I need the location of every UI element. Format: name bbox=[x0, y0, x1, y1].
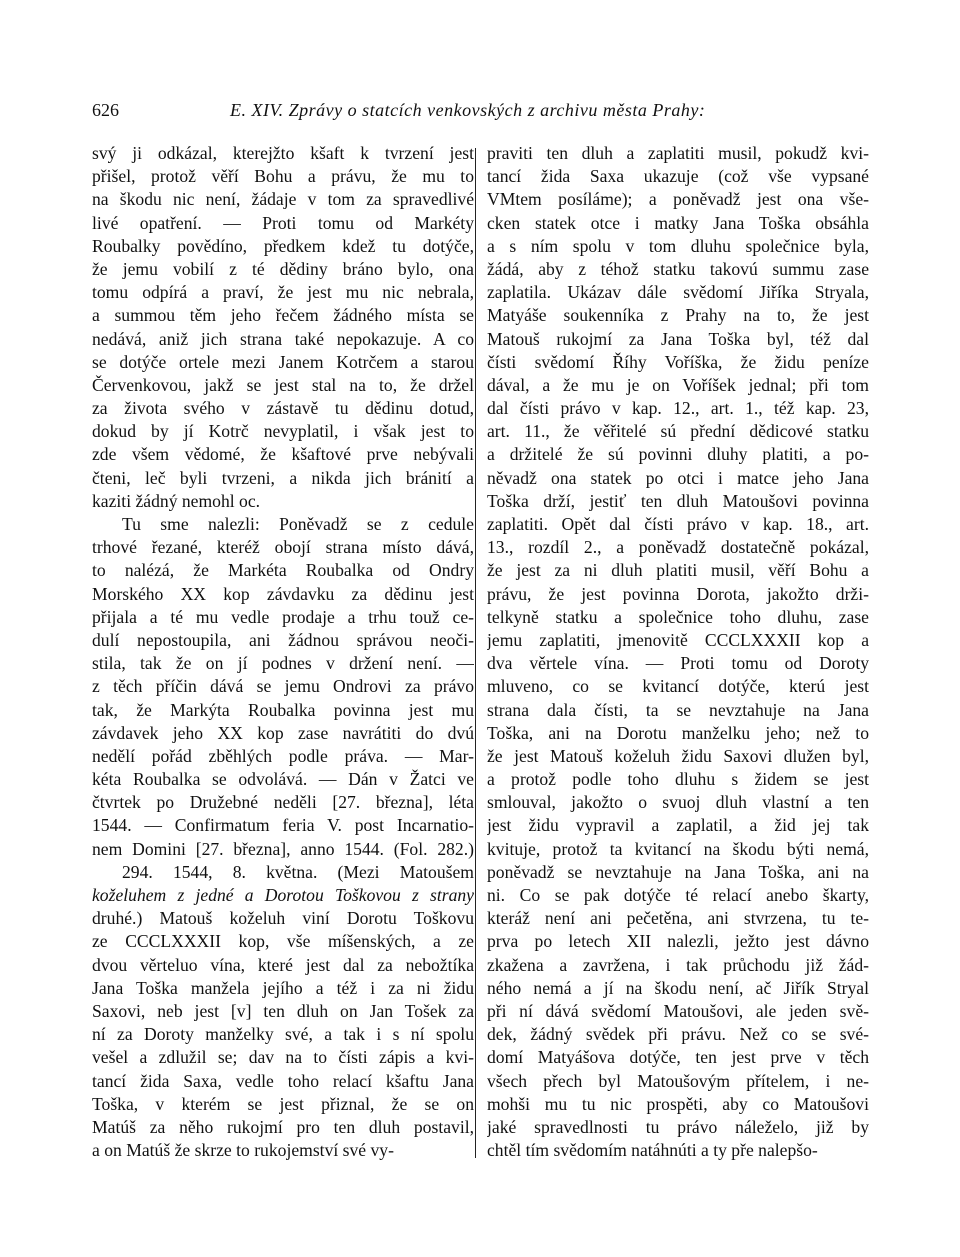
text-line: domí Matyášova dotýče, ten jest prve v těch bbox=[487, 1047, 869, 1068]
text-line: ni. Co se pak dotýče té relací anebo škarty, bbox=[487, 885, 869, 905]
text-line: poněvadž se nevztahuje na Jana Toška, ani na bbox=[487, 861, 869, 882]
text-line: zkažena a zavržena, i tak průchodu již žád- bbox=[487, 954, 869, 975]
text-line: dával, a že mu je on Voříšek jednal; při tom bbox=[487, 374, 869, 395]
text-line: se dotýče ortele mezi Janem Kotrčem a starou bbox=[92, 351, 474, 372]
text-line: čtvrtek po Družebné neděli [27. března], léta bbox=[92, 792, 474, 813]
text-line: Jana Toška manžela jejího a též i za ni židu bbox=[92, 977, 474, 998]
text-line: dulí nepostoupila, ani žádnou správou neoči- bbox=[92, 629, 474, 650]
text-line: ní za Doroty manželky své, a tak i s ní spolu bbox=[92, 1024, 474, 1045]
text-line: Roubalky povědíno, předkem kdež tu dotýče, bbox=[92, 235, 474, 256]
text-line: že jemu vobilí z té dědiny bráno bylo, ona bbox=[92, 258, 474, 279]
text-line: nem Domini [27. března], anno 1544. (Fol. 282.) bbox=[92, 838, 474, 859]
text-line: žádá, aby z téhož statku takovú summu zase bbox=[487, 258, 869, 279]
text-line: závdavek jeho XX kop zase navrátiti do dvú bbox=[92, 722, 474, 743]
text-line: nedělí pořád zběhlých podle práva. — Mar- bbox=[92, 745, 474, 766]
text-line: vešel a zdlužil se; dav na to čísti zápis a kvi- bbox=[92, 1047, 474, 1068]
text-line: z těch příčin dává se jemu Ondrovi za právo bbox=[92, 676, 474, 697]
text-line: Matyáše soukenníka z Prahy na to, že jest bbox=[487, 305, 869, 326]
text-line: Matouš rukojmí za Jana Toška byl, též dal bbox=[487, 328, 869, 349]
text-line: 294. 1544, 8. května. (Mezi Matoušem bbox=[122, 861, 474, 882]
text-line: ze CCCLXXXII kop, vše míšenských, a ze bbox=[92, 931, 474, 952]
text-line: a držitelé že sú povinni dluhy platiti, a po- bbox=[487, 444, 869, 465]
text-line: Červenkovou, jakž se jest stal na to, že držel bbox=[92, 374, 474, 395]
text-line: svý ji odkázal, kterejžto kšaft k tvrzení jest bbox=[92, 143, 474, 163]
text-line: kteráž není ani pečetěna, ani stvrzena, tu te- bbox=[487, 908, 869, 929]
text-line: Morského XX kop závdavku za dědinu jest bbox=[92, 583, 474, 604]
text-line: něvadž ona statek po otci i matce jeho Jana bbox=[487, 467, 869, 488]
text-line: všech přech byl Matoušovým přítelem, i ne- bbox=[487, 1070, 869, 1091]
text-line: dek, žádný svědek při právu. Než co se své- bbox=[487, 1024, 869, 1045]
text-line: tomu odpírá a praví, že jest mu nic nebrala, bbox=[92, 282, 474, 303]
text-line: na škodu nic není, žádaje v tom za spravedlivé bbox=[92, 189, 474, 210]
text-line: tancí žida Saxa ukazuje (což vše vypsané bbox=[487, 166, 869, 187]
text-line: a s ním spolu v tom dluhu společnice byla, bbox=[487, 235, 869, 256]
text-line: a summou těm jeho řečem žádného místa se bbox=[92, 305, 474, 326]
text-line: nedává, aniž jich strana také nepokazuje. A co bbox=[92, 328, 474, 349]
text-line: trhové řezané, kteréž obojí strana místo dává, bbox=[92, 537, 474, 558]
text-line: že jest za ni dluh platiti musil, věří Bohu a bbox=[487, 560, 869, 581]
text-line: 1544. — Confirmatum feria V. post Incarnatio- bbox=[92, 815, 474, 836]
text-line: jemu zaplatiti, jmenovitě CCCLXXXII kop a bbox=[487, 629, 869, 650]
text-line: přišel, protož věří Bohu a právu, že mu to bbox=[92, 166, 474, 187]
text-line: chtěl tím svědomím natáhnúti a ty pře nalepšo- bbox=[487, 1140, 818, 1161]
text-line: a protož podle toho dluhu s židem se jest bbox=[487, 769, 869, 790]
text-line: mluveno, co se kvitancí dotýče, kterú jest bbox=[487, 676, 869, 697]
text-line: kaziti žádný nemohl oc. bbox=[92, 490, 261, 511]
text-line: tancí žida Saxa, vedle toho relací kšaftu Jana bbox=[92, 1070, 474, 1091]
text-line: že jest Matouš koželuh židu Saxovi dlužen byl, bbox=[487, 745, 869, 766]
text-line: tak, že Markýta Roubalka povinna jest mu bbox=[92, 699, 474, 720]
text-line: art. 11., že věřitelé sú přední dědicové statku bbox=[487, 421, 869, 442]
page-number: 626 bbox=[92, 100, 119, 120]
text-line: při ní dává svědomí Matoušovi, ale jeden svě- bbox=[487, 1000, 869, 1021]
right-column bbox=[487, 142, 869, 1162]
text-line: cken statek otce i matky Jana Toška obsáhla bbox=[487, 212, 869, 233]
text-line: VMtem posíláme); a poněvadž jest ona vše- bbox=[487, 189, 869, 210]
text-line: čísti svědomí Říhy Voříška, že židu peníze bbox=[487, 351, 869, 372]
text-line: telkyně statku a společnice toho dluhu, zase bbox=[487, 606, 869, 627]
text-line: čteni, leč byli tvrzeni, a nikda jich bránití a bbox=[92, 467, 474, 488]
text-line: druhé.) Matouš koželuh viní Dorotu Toškovu bbox=[92, 908, 474, 929]
page-header bbox=[92, 100, 874, 128]
text-line: ného nemá a jí na škodu není, ač Jiřík Stryal bbox=[487, 977, 869, 998]
left-column bbox=[92, 142, 474, 1162]
text-line: smlouval, jakožto o svuoj dluh vlastní a ten bbox=[487, 792, 869, 813]
text-line: dvou věrteluo vína, které jest dal za nebožtíka bbox=[92, 954, 474, 975]
text-line: za života svého v zástavě tu dědinu dotud, bbox=[92, 398, 474, 419]
text-line: praviti ten dluh a zaplatiti musil, pokudž kvi- bbox=[487, 143, 869, 163]
text-line: dal čísti právo v kap. 12., art. 1., též kap. 23, bbox=[487, 398, 869, 419]
text-line: jest židu vypravil a zaplatil, a žid jej tak bbox=[487, 815, 869, 836]
text-line: zaplatiti. Opět dal čísti právo v kap. 18., art. bbox=[487, 514, 869, 534]
text-line: mohši mu tu nic prospěti, aby co Matoušovi bbox=[487, 1093, 869, 1114]
text-line: Tu sme nalezli: Poněvadž se z cedule bbox=[122, 514, 474, 534]
text-line: dva věrtele vína. — Proti tomu od Doroty bbox=[487, 653, 869, 674]
text-line: prva po letech XII nalezli, ježto jest dávno bbox=[487, 931, 869, 952]
text-line: 13., rozdíl 2., a poněvadž dostatečně pokázal, bbox=[487, 537, 869, 558]
text-line: strana dala čísti, ta se nevztahuje na Jana bbox=[487, 699, 869, 720]
text-line: Toška drží, jestiť ten dluh Matoušovi povinna bbox=[487, 490, 869, 511]
text-line: stila, tak že on jí podnes v držení není. — bbox=[92, 653, 474, 674]
text-line: kvituje, protož ta kvitancí na škodu býti nemá, bbox=[487, 838, 869, 859]
text-line: právu, že jest povinna Dorota, jakožto drži- bbox=[487, 583, 869, 604]
text-line: jaké spravedlnosti tu právo náleželo, již by bbox=[487, 1116, 869, 1137]
running-title: E. XIV. Zprávy o statcích venkovských z archivu města Prahy: bbox=[230, 100, 706, 120]
text-line: zde všem vědomé, že kšaftové prve nebývali bbox=[92, 444, 474, 465]
text-line: a on Matúš že skrze to rukojemství své vy- bbox=[92, 1140, 394, 1161]
text-line: zaplatila. Ukázav dále svědomí Jiříka Stryala, bbox=[487, 282, 869, 303]
text-line: Saxovi, neb jest [v] ten dluh on Jan Tošek za bbox=[92, 1000, 474, 1021]
text-line: dokud by jí Kotrč nevyplatil, i však jest to bbox=[92, 421, 474, 442]
text-line: přijala a té mu vedle prodaje a trhu touž ce- bbox=[92, 606, 474, 627]
column-divider bbox=[475, 148, 476, 1158]
text-line: Toška, v kterém se jest přiznal, že se on bbox=[92, 1093, 474, 1114]
text-line: to nalézá, že Markéta Roubalka od Ondry bbox=[92, 560, 474, 581]
text-line: koželuhem z jedné a Dorotou Toškovou z strany bbox=[92, 885, 474, 905]
text-line: Toška, ani na Dorotu manželku jeho; než to bbox=[487, 722, 869, 743]
text-line: kéta Roubalka se odvolává. — Dán v Žatci ve bbox=[92, 769, 474, 790]
text-line: livé opatření. — Proti tomu od Markéty bbox=[92, 212, 474, 233]
text-line: Matúš za něho rukojmí pro ten dluh postavil, bbox=[92, 1116, 474, 1137]
